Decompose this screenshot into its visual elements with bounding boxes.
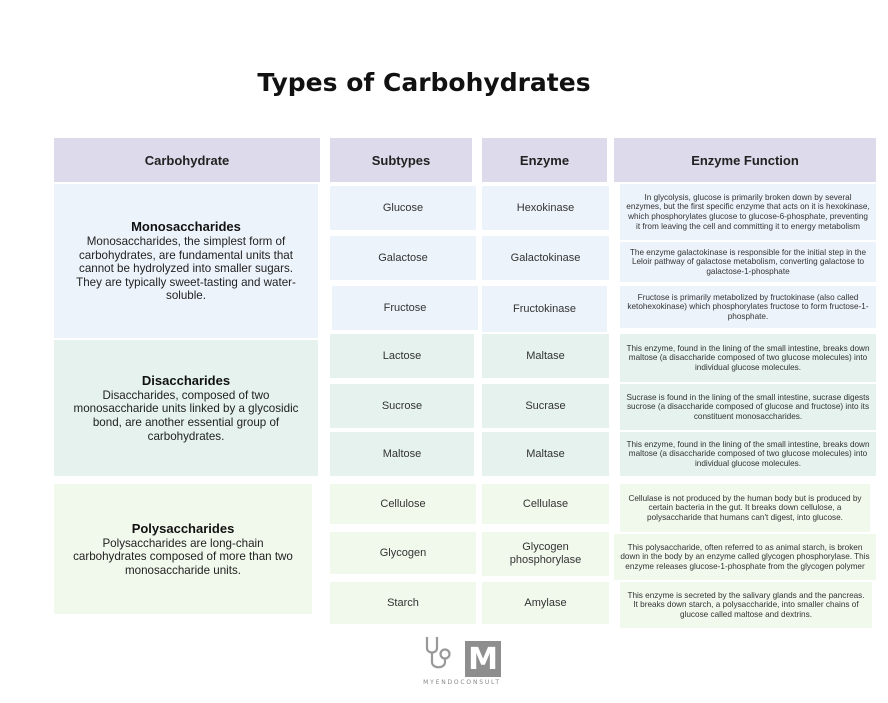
function-cell: Sucrase is found in the lining of the small intestine, sucrase digests sucrose (a disaccharide composed of glucose and fructose) into its constituent monosaccharides. [620,384,876,430]
enzyme-cell: Amylase [482,582,609,624]
function-cell: Cellulase is not produced by the human body but is produced by certain bacteria in the gut. It breaks down cellulose, a polysaccharide that humans can't digest, into glucose. [620,484,870,532]
subtype-cell: Starch [330,582,476,624]
function-cell: Fructose is primarily metabolized by fructokinase (also called ketohexokinase) which phosphorylates fructose to form fructose-1-phosphate. [620,286,876,328]
header-enzyme-function: Enzyme Function [614,138,876,182]
group-description: Polysaccharides are long-chain carbohydrates composed of more than two monosaccharide units. [73,536,293,577]
subtype-cell: Glycogen [330,532,476,574]
header-enzyme: Enzyme [482,138,607,182]
enzyme-cell: Maltase [482,334,609,378]
stethoscope-icon [423,634,461,677]
group-title: Monosaccharides [131,219,241,235]
function-cell: The enzyme galactokinase is responsible for the initial step in the Leloir pathway of galactose metabolism, converting galactose to galactose-1-phosphate [620,242,876,282]
myendoconsult-logo [0,634,888,686]
function-cell: This polysaccharide, often referred to as animal starch, is broken down in the body by an enzyme called glycogen phosphorylase. This enzyme releases glucose-1-phosphate from the glycogen polymer [614,534,876,580]
group-description: Disaccharides, composed of two monosaccharide units linked by a glycosidic bond, are another essential group of carbohydrates. [73,388,299,443]
function-cell: This enzyme, found in the lining of the small intestine, breaks down maltose (a disaccharide composed of two glucose molecules) into individual glucose molecules. [620,432,876,476]
enzyme-cell: Glycogen phosphorylase [482,532,609,576]
function-cell: This enzyme is secreted by the salivary glands and the pancreas. It breaks down starch, a polysaccharide, into smaller chains of glucose called maltose and dextrins. [620,582,872,628]
subtype-cell: Sucrose [330,384,474,428]
enzyme-cell: Sucrase [482,384,609,428]
subtype-cell: Glucose [330,186,476,230]
function-cell: This enzyme, found in the lining of the small intestine, breaks down maltose (a disaccharide composed of two glucose molecules) into individual glucose molecules. [620,334,876,382]
subtype-cell: Cellulose [330,484,476,524]
group-title: Disaccharides [141,372,231,388]
enzyme-cell: Galactokinase [482,236,609,280]
subtype-cell: Maltose [330,432,474,476]
logo-text: MYENDOCONSULT [423,679,501,686]
enzyme-cell: Fructokinase [482,286,607,332]
subtype-cell: Lactose [330,334,474,378]
enzyme-cell: Cellulase [482,484,609,524]
subtype-cell: Fructose [332,286,478,330]
function-cell: In glycolysis, glucose is primarily broken down by several enzymes, but the first specific enzyme that acts on it is hexokinase, which phosphorylates glucose to glucose-6-phosphate, preventing it from leaving the cell and committing it to energy metabolism [620,184,876,240]
group-polysaccharides [54,484,312,614]
page-title: Types of Carbohydrates [257,68,591,97]
header-subtypes: Subtypes [330,138,472,182]
logo-m-box: M [465,641,501,677]
enzyme-cell: Hexokinase [482,186,609,230]
group-description: Monosaccharides, the simplest form of carbohydrates, are fundamental units that cannot be hydrolyzed into smaller sugars. They are typically sweet-tasting and water-soluble. [76,235,296,303]
group-title: Polysaccharides [131,520,235,536]
header-carbohydrate: Carbohydrate [54,138,320,182]
enzyme-cell: Maltase [482,432,609,476]
group-monosaccharides [54,184,318,338]
group-disaccharides [54,340,318,476]
subtype-cell: Galactose [330,236,476,280]
